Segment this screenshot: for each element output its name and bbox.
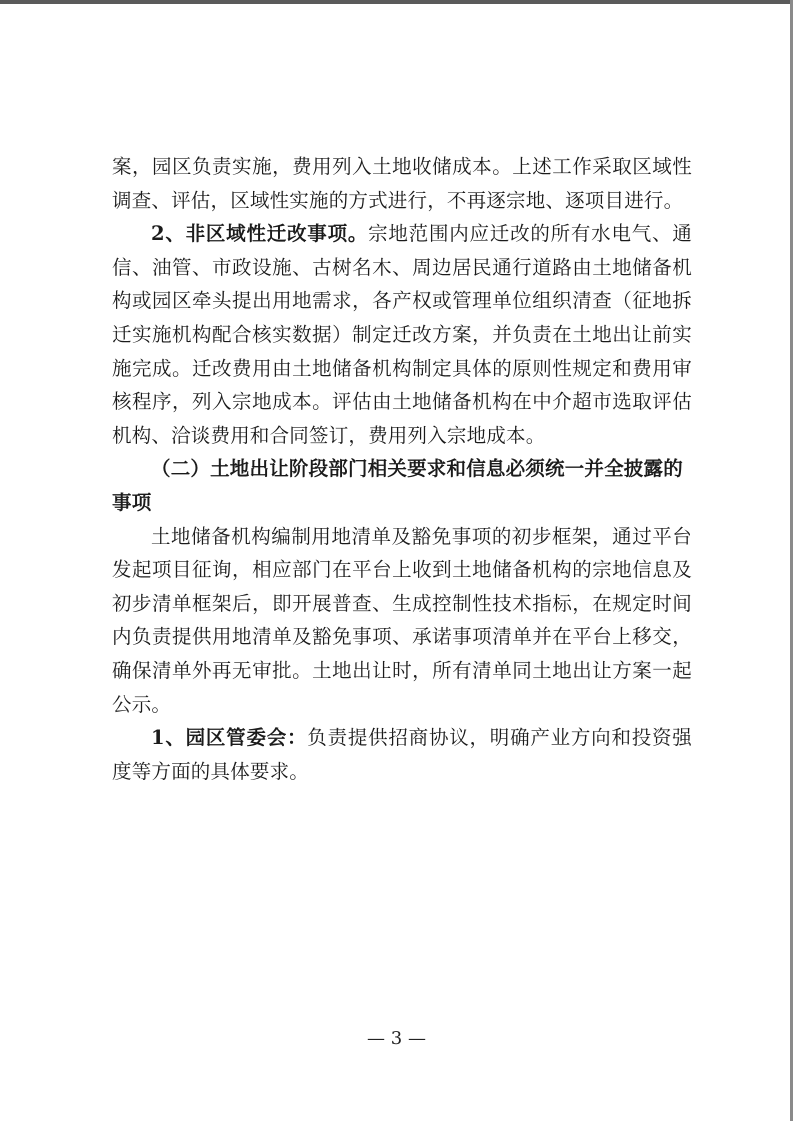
document-body	[112, 150, 692, 788]
paragraph-land-reserve: 土地储备机构编制用地清单及豁免事项的初步框架，通过平台发起项目征询，相应部门在平台上收到土地储备机构的宗地信息及初步清单框架后，即开展普查、生成控制性技术指标，在规定时间内负责提供用地清单及豁免事项、承诺事项清单并在平台上移交，确保清单外再无审批。土地出让时，所有清单同土地出让方案一起公示。	[112, 524, 692, 716]
item-heading-2: 2、非区域性迁改事项。	[151, 222, 369, 246]
item-heading-1: 1、园区管委会：	[151, 726, 308, 750]
item-body-1: 负责提供招商协议，明确产业方向和投资强度等方面的具体要求。	[112, 726, 692, 783]
paragraph-continuation: 案，园区负责实施，费用列入土地收储成本。上述工作采取区域性调查、评估，区域性实施的方式进行，不再逐宗地、逐项目进行。	[112, 155, 692, 212]
paragraph-non-regional-relocation	[112, 217, 692, 452]
section-heading-2: （二）土地出让阶段部门相关要求和信息必须统一并全披露的事项	[112, 457, 683, 514]
paragraph-park-committee	[112, 721, 692, 788]
page-number: — 3 —	[367, 1028, 426, 1049]
scan-top-edge	[0, 0, 793, 4]
item-body-2: 宗地范围内应迁改的所有水电气、通信、油管、市政设施、古树名木、周边居民通行道路由土地储备机构或园区牵头提出用地需求，各产权或管理单位组织清查（征地拆迁实施机构配合核实数据）制定迁改方案，并负责在土地出让前实施完成。迁改费用由土地储备机构制定具体的原则性规定和费用审核程序，列入宗地成本。评估由土地储备机构在中介超市选取评估机构、洽谈费用和合同签订，费用列入宗地成本。	[112, 222, 692, 447]
